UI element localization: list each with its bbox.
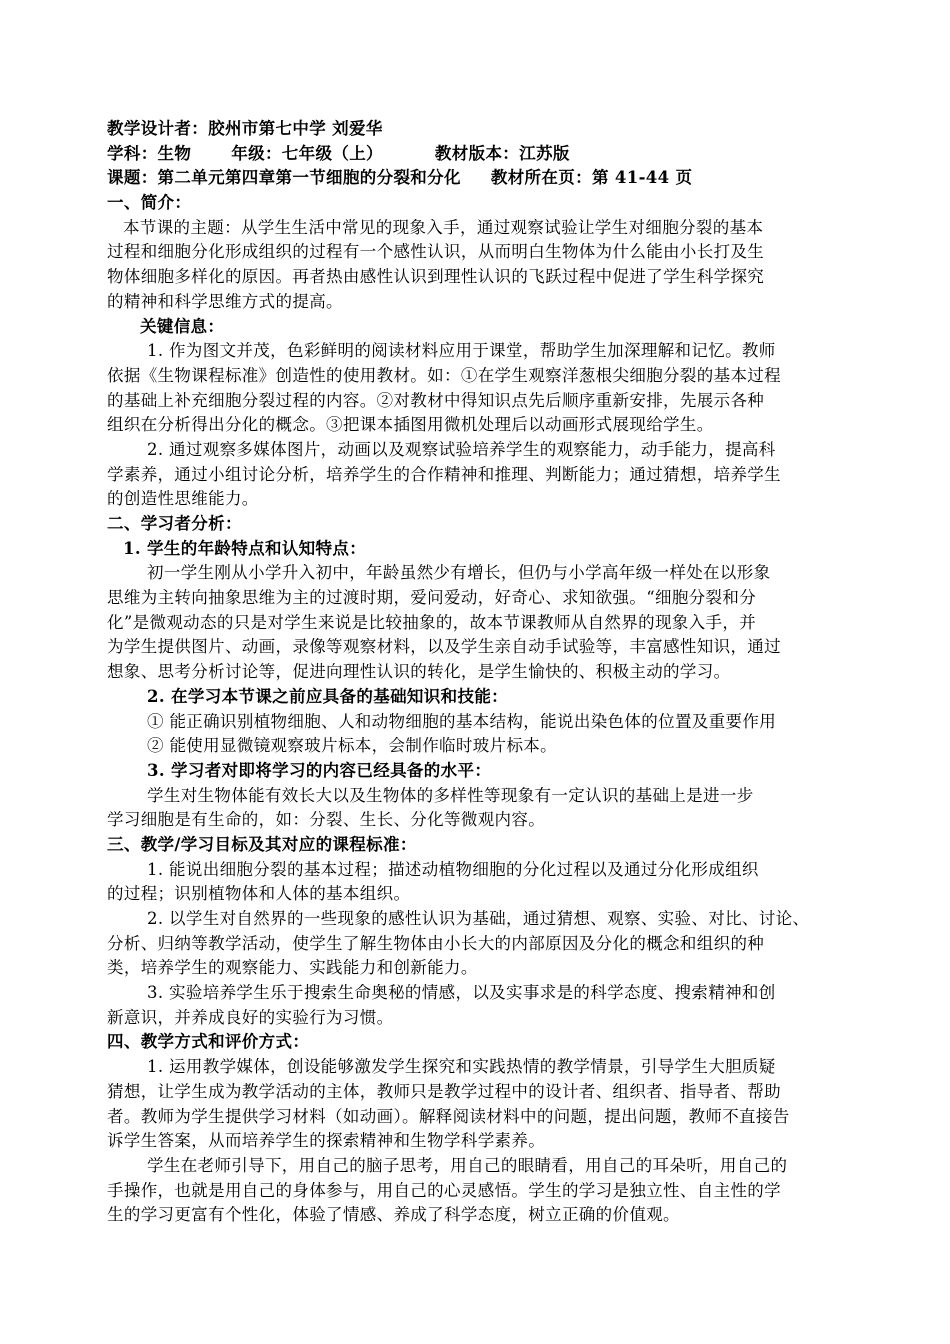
section-1-heading: 一、简介：: [107, 193, 192, 213]
paragraph-line: 学生对生物体能有效长大以及生物体的多样性等现象有一定认识的基础上是进一步: [147, 785, 754, 805]
paragraph-line: 1. 作为图文并茂，色彩鲜明的阅读材料应用于课堂，帮助学生加深理解和记忆。教师: [147, 341, 776, 361]
list-item: ① 能正确识别植物细胞、人和动物细胞的基本结构，能说出染色体的位置及重要作用: [147, 711, 777, 731]
section-2-heading: 二、学习者分析：: [107, 514, 242, 533]
paragraph-line: 本节课的主题：从学生生活中常见的现象入手，通过观察试验让学生对细胞分裂的基本: [123, 217, 764, 237]
paragraph-line: 物体细胞多样化的原因。再者热由感性认识到理性认识的飞跃过程中促进了学生科学探究: [107, 267, 765, 287]
paragraph-line: 诉学生答案，从而培养学生的探索精神和生物学科学素养。: [107, 1131, 546, 1151]
paragraph-line: 学素养，通过小组讨论分析，培养学生的合作精神和推理、判断能力；通过猜想，培养学生: [107, 464, 781, 484]
paragraph-line: 想象、思考分析讨论等，促进向理性认识的转化，是学生愉快的、积极主动的学习。: [107, 662, 731, 682]
paragraph-line: 过程和细胞分化形成组织的过程有一个感性认识，从而明白生物体为什么能由小长打及生: [107, 242, 765, 262]
paragraph-line: 1. 能说出细胞分裂的基本过程；描述动植物细胞的分化过程以及通过分化形成组织: [147, 859, 759, 879]
list-item: ② 能使用显微镜观察玻片标本，会制作临时玻片标本。: [147, 736, 557, 756]
subject-label: 学科：生物: [107, 143, 192, 163]
subheading-level: 3. 学习者对即将学习的内容已经具备的水平：: [147, 760, 492, 780]
subheading-age: 1. 学生的年龄特点和认知特点：: [123, 538, 367, 558]
section-3-heading: 三、教学/学习目标及其对应的课程标准：: [107, 834, 417, 854]
paragraph-line: 组织在分析得出分化的概念。③把课本插图用微机处理后以动画形式展现给学生。: [107, 415, 714, 435]
paragraph-line: 为学生提供图片、动画，录像等观察材料，以及学生亲自动手试验等，丰富感性知识，通过: [107, 637, 781, 657]
paragraph-line: 的过程；识别植物体和人体的基本组织。: [107, 884, 411, 904]
designer-line: 教学设计者：胶州市第七中学 刘爱华: [107, 119, 383, 138]
paragraph-line: 的基础上补充细胞分裂过程的内容。②对教材中得知识点先后顺序重新安排，先展示各种: [107, 390, 765, 410]
paragraph-line: 新意识，并养成良好的实验行为习惯。: [107, 1007, 394, 1027]
paragraph-line: 的创造性思维能力。: [107, 489, 259, 509]
topic-label: 课题：第二单元第四章第一节细胞的分裂和分化: [107, 168, 461, 188]
paragraph-line: 手操作，也就是用自己的身体参与，用自己的心灵感悟。学生的学习是独立性、自主性的学: [107, 1180, 781, 1200]
paragraph-line: 2. 以学生对自然界的一些现象的感性认识为基础，通过猜想、观察、实验、对比、讨论、: [147, 909, 810, 928]
pages-label: 教材所在页：第 41-44 页: [490, 168, 693, 188]
document-page: [107, 117, 849, 1228]
section-4-heading: 四、教学方式和评价方式：: [107, 1032, 310, 1052]
paragraph-line: 化”是微观动态的只是对学生来说是比较抽象的，故本节课教师从自然界的现象入手，并: [107, 612, 757, 632]
paragraph-line: 1. 运用教学媒体，创设能够激发学生探究和实践热情的教学情景，引导学生大胆质疑: [147, 1057, 776, 1077]
paragraph-line: 生的学习更富有个性化，体验了情感、养成了科学态度，树立正确的价值观。: [107, 1205, 680, 1225]
paragraph-line: 类，培养学生的观察能力、实践能力和创新能力。: [107, 958, 478, 978]
subheading-prerequisites: 2. 在学习本节课之前应具备的基础知识和技能：: [147, 686, 509, 706]
paragraph-line: 者。教师为学生提供学习材料（如动画）。解释阅读材料中的问题，提出问题，教师不直接告: [107, 1106, 790, 1126]
paragraph-line: 分析、归纳等教学活动，使学生了解生物体由小长大的内部原因及分化的概念和组织的种: [107, 933, 765, 953]
key-info-heading: 关键信息：: [140, 316, 225, 336]
paragraph-line: 3. 实验培养学生乐于搜索生命奥秘的情感，以及实事求是的科学态度、搜索精神和创: [147, 983, 776, 1003]
topic-line: [107, 166, 849, 191]
edition-label: 教材版本：江苏版: [434, 143, 570, 163]
paragraph-line: 学生在老师引导下，用自己的脑子思考，用自己的眼睛看，用自己的耳朵听，用自己的: [147, 1155, 788, 1175]
paragraph-line: 依据《生物课程标准》创造性的使用教材。如：①在学生观察洋葱根尖细胞分裂的基本过程: [107, 365, 781, 385]
grade-label: 年级：七年级（上）: [231, 143, 383, 163]
paragraph-line: 思维为主转向抽象思维为主的过渡时期，爱问爱动，好奇心、求知欲强。“细胞分裂和分: [107, 588, 757, 608]
paragraph-line: 的精神和科学思维方式的提高。: [107, 291, 343, 311]
paragraph-line: 2. 通过观察多媒体图片，动画以及观察试验培养学生的观察能力，动手能力，提高科: [147, 439, 776, 459]
meta-line: [107, 142, 849, 167]
paragraph-line: 猜想，让学生成为教学活动的主体，教师只是教学过程中的设计者、组织者、指导者、帮助: [107, 1081, 781, 1101]
paragraph-line: 初一学生刚从小学升入初中，年龄虽然少有增长，但仍与小学高年级一样处在以形象: [147, 563, 771, 583]
paragraph-line: 学习细胞是有生命的，如：分裂、生长、分化等微观内容。: [107, 810, 546, 830]
